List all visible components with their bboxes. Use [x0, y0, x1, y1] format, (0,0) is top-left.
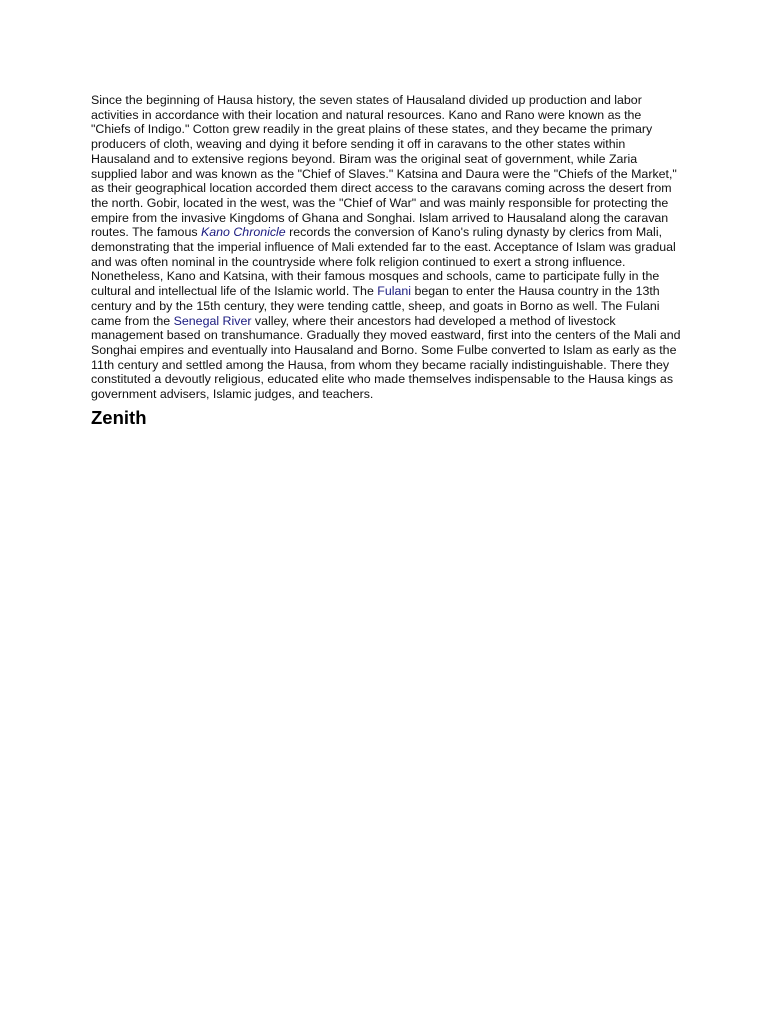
- link-kano-chronicle[interactable]: Kano Chronicle: [200, 225, 286, 240]
- document-page: [91, 93, 681, 430]
- section-heading: Zenith: [91, 406, 147, 428]
- body-paragraph: [91, 93, 681, 402]
- paragraph-text: valley, where their ancestors had developed a method of livestock management based on transhumance. Gradually they moved eastward, first into the centers of the Mali and Songhai empires and eventually into Hausaland and Borno. Some Fulbe converted to Islam as early as the 11th century and settled among the Hausa, from whom they became racially indistinguishable. There they constituted a devoutly religious, educated elite who made themselves indispensable to the Hausa kings as government advisers, Islamic judges, and teachers.: [91, 313, 681, 402]
- link-senegal-river[interactable]: Senegal River: [173, 313, 252, 328]
- paragraph-text: records the conversion of Kano's ruling dynasty by clerics from Mali, demonstrating that the imperial influence of Mali extended far to the east. Acceptance of Islam was gradual and was often nominal in the countryside where folk religion continued to exert a strong influence. Nonetheless, Kano and Katsina, with their famous mosques and schools, came to participate fully in the cultural and intellectual life of the Islamic world. The: [91, 225, 676, 299]
- paragraph-text: Since the beginning of Hausa history, the seven states of Hausaland divided up production and labor activities in accordance with their location and natural resources. Kano and Rano were known as the "Chiefs of Indigo." Cotton grew readily in the great plains of these states, and they became the primary producers of cloth, weaving and dying it before sending it off in caravans to the other states within Hausaland and to extensive regions beyond. Biram was the original seat of government, while Zaria supplied labor and was known as the "Chief of Slaves." Katsina and Daura were the "Chiefs of the Market," as their geographical location accorded them direct access to the caravans coming across the desert from the north. Gobir, located in the west, was the "Chief of War" and was mainly responsible for protecting the empire from the invasive Kingdoms of Ghana and Songhai. Islam arrived to Hausaland along the caravan routes. The famous: [91, 93, 677, 240]
- paragraph-text: began to enter the Hausa country in the 13th century and by the 15th century, they were tending cattle, sheep, and goats in Borno as well. The Fulani came from the: [91, 284, 660, 328]
- link-fulani[interactable]: Fulani: [377, 284, 412, 299]
